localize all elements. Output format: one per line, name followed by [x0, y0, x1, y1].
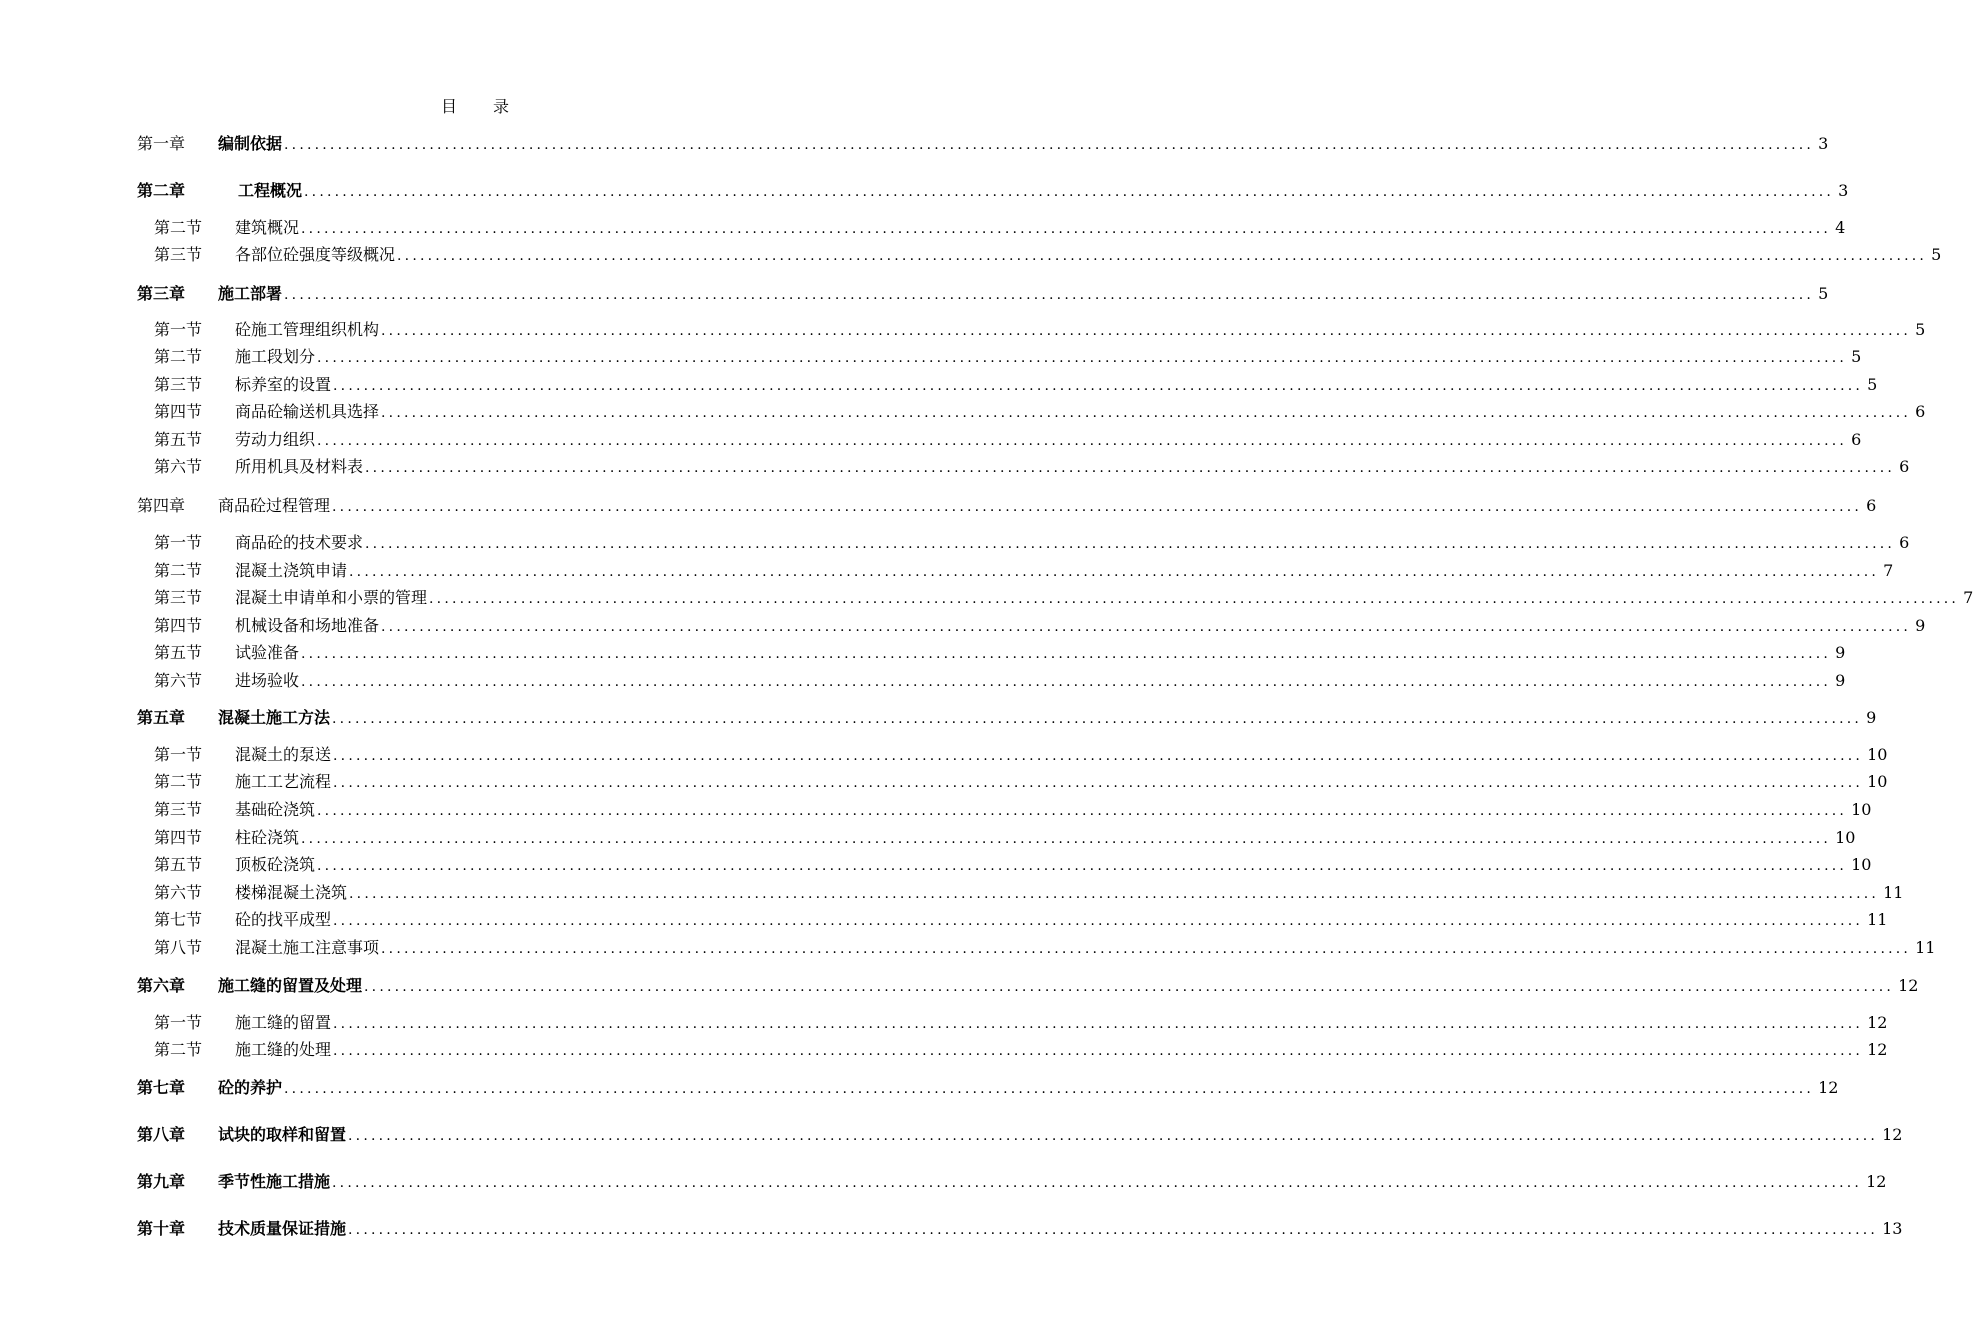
toc-entry-number: 第四章 — [137, 496, 186, 515]
toc-entry-number: 第一节 — [154, 1013, 203, 1032]
toc-entry-title: 劳动力组织 — [235, 430, 316, 449]
toc-entry-number: 第一节 — [154, 320, 203, 339]
toc-entry-number: 第三节 — [154, 375, 203, 394]
toc-dot-leader: ........................................................................................................................................................................................................ — [333, 913, 1864, 929]
toc-page-number: 9 — [1835, 643, 1846, 662]
toc-entry-title: 编制依据 — [218, 134, 283, 153]
toc-page-number: 6 — [1866, 496, 1877, 515]
toc-dot-leader: ........................................................................................................................................................................................................ — [348, 1222, 1879, 1238]
toc-entry-title: 商品砼输送机具选择 — [235, 402, 380, 421]
toc-title-char-1: 目 — [440, 97, 457, 116]
toc-dot-leader: ........................................................................................................................................................................................................ — [365, 536, 1896, 552]
toc-entry-number: 第三节 — [154, 245, 203, 264]
toc-dot-leader: ........................................................................................................................................................................................................ — [429, 591, 1960, 607]
toc-page-number: 7 — [1883, 561, 1894, 580]
toc-page-number: 12 — [1882, 1125, 1903, 1144]
toc-section-entry[interactable] — [154, 216, 1846, 240]
toc-entry-title: 混凝土浇筑申请 — [235, 561, 348, 580]
toc-section-entry[interactable] — [154, 373, 1878, 397]
toc-chapter-entry[interactable] — [137, 1076, 1839, 1100]
toc-entry-title: 顶板砼浇筑 — [235, 855, 316, 874]
toc-entry-title: 砼的找平成型 — [235, 910, 332, 929]
toc-dot-leader: ........................................................................................................................................................................................................ — [332, 1175, 1863, 1191]
toc-dot-leader: ........................................................................................................................................................................................................ — [284, 1081, 1815, 1097]
toc-section-entry[interactable] — [154, 936, 1936, 960]
toc-page-number: 11 — [1867, 910, 1888, 929]
toc-page-number: 13 — [1882, 1219, 1903, 1238]
toc-dot-leader: ........................................................................................................................................................................................................ — [381, 323, 1912, 339]
toc-dot-leader: ........................................................................................................................................................................................................ — [349, 564, 1880, 580]
toc-page-number: 9 — [1866, 708, 1877, 727]
toc-dot-leader: ........................................................................................................................................................................................................ — [333, 1016, 1864, 1032]
toc-dot-leader: ........................................................................................................................................................................................................ — [332, 711, 1863, 727]
toc-entry-title: 施工工艺流程 — [235, 772, 332, 791]
toc-page-number: 12 — [1818, 1078, 1839, 1097]
toc-entry-title: 楼梯混凝土浇筑 — [235, 883, 348, 902]
toc-entry-number: 第五节 — [154, 643, 203, 662]
toc-entry-number: 第七节 — [154, 910, 203, 929]
toc-page-number: 12 — [1867, 1013, 1888, 1032]
toc-entry-number: 第八节 — [154, 938, 203, 957]
toc-entry-number: 第二节 — [154, 347, 203, 366]
toc-entry-title: 施工缝的留置及处理 — [218, 976, 363, 995]
toc-section-entry[interactable] — [154, 881, 1904, 905]
toc-entry-number: 第二章 — [137, 181, 186, 200]
toc-page-number: 4 — [1835, 218, 1846, 237]
toc-dot-leader: ........................................................................................................................................................................................................ — [381, 619, 1912, 635]
toc-entry-title: 技术质量保证措施 — [218, 1219, 347, 1238]
toc-section-entry[interactable] — [154, 1011, 1888, 1035]
toc-entry-title: 砼的养护 — [218, 1078, 283, 1097]
toc-chapter-entry[interactable] — [137, 494, 1877, 518]
toc-chapter-entry[interactable] — [137, 179, 1849, 203]
toc-dot-leader: ........................................................................................................................................................................................................ — [365, 460, 1896, 476]
toc-dot-leader: ........................................................................................................................................................................................................ — [348, 1128, 1879, 1144]
toc-dot-leader: ........................................................................................................................................................................................................ — [317, 803, 1848, 819]
toc-chapter-entry[interactable] — [137, 132, 1829, 156]
toc-entry-title: 施工缝的处理 — [235, 1040, 332, 1059]
toc-entry-title: 各部位砼强度等级概况 — [235, 245, 396, 264]
toc-page-number: 11 — [1883, 883, 1904, 902]
toc-entry-title: 基础砼浇筑 — [235, 800, 316, 819]
toc-dot-leader: ........................................................................................................................................................................................................ — [364, 979, 1895, 995]
toc-page-number: 5 — [1818, 284, 1829, 303]
toc-entry-number: 第三节 — [154, 588, 203, 607]
toc-entry-title: 试验准备 — [235, 643, 300, 662]
toc-chapter-entry[interactable] — [137, 974, 1919, 998]
toc-section-entry[interactable] — [154, 853, 1872, 877]
toc-dot-leader: ........................................................................................................................................................................................................ — [333, 748, 1864, 764]
toc-page-number: 9 — [1915, 616, 1926, 635]
toc-page-number: 7 — [1963, 588, 1973, 607]
toc-entry-number: 第四节 — [154, 616, 203, 635]
toc-page-number: 11 — [1915, 938, 1936, 957]
toc-section-entry[interactable] — [154, 641, 1846, 665]
toc-dot-leader: ........................................................................................................................................................................................................ — [301, 646, 1832, 662]
toc-entry-number: 第五章 — [137, 708, 186, 727]
toc-chapter-entry[interactable] — [137, 1217, 1903, 1241]
toc-section-entry[interactable] — [154, 908, 1888, 932]
toc-page-number: 5 — [1851, 347, 1862, 366]
toc-page-number: 12 — [1866, 1172, 1887, 1191]
toc-section-entry[interactable] — [154, 770, 1888, 794]
toc-page-number: 10 — [1867, 772, 1888, 791]
toc-entry-title: 建筑概况 — [235, 218, 300, 237]
toc-entry-title: 工程概况 — [238, 181, 303, 200]
toc-section-entry[interactable] — [154, 559, 1894, 583]
toc-section-entry[interactable] — [154, 669, 1846, 693]
toc-dot-leader: ........................................................................................................................................................................................................ — [333, 378, 1864, 394]
toc-section-entry[interactable] — [154, 345, 1862, 369]
toc-dot-leader: ........................................................................................................................................................................................................ — [301, 831, 1832, 847]
toc-dot-leader: ........................................................................................................................................................................................................ — [349, 886, 1880, 902]
toc-page-number: 10 — [1851, 800, 1872, 819]
toc-page-number: 5 — [1867, 375, 1878, 394]
toc-page-number: 3 — [1818, 134, 1829, 153]
toc-entry-number: 第一节 — [154, 745, 203, 764]
toc-entry-title: 柱砼浇筑 — [235, 828, 300, 847]
toc-page-number: 10 — [1835, 828, 1856, 847]
toc-chapter-entry[interactable] — [137, 282, 1829, 306]
toc-entry-title: 施工缝的留置 — [235, 1013, 332, 1032]
toc-entry-number: 第五节 — [154, 430, 203, 449]
toc-page-number: 6 — [1915, 402, 1926, 421]
toc-entry-title: 商品砼的技术要求 — [235, 533, 364, 552]
toc-entry-title: 混凝土施工方法 — [218, 708, 331, 727]
toc-section-entry[interactable] — [154, 243, 1942, 267]
toc-dot-leader: ........................................................................................................................................................................................................ — [332, 499, 1863, 515]
toc-section-entry[interactable] — [154, 586, 1973, 610]
toc-title-char-2: 录 — [493, 97, 510, 116]
toc-page-number: 12 — [1867, 1040, 1888, 1059]
toc-section-entry[interactable] — [154, 531, 1910, 555]
toc-section-entry[interactable] — [154, 1038, 1888, 1062]
toc-entry-title: 标养室的设置 — [235, 375, 332, 394]
toc-entry-number: 第四节 — [154, 828, 203, 847]
toc-dot-leader: ........................................................................................................................................................................................................ — [301, 674, 1832, 690]
toc-page-number: 6 — [1899, 533, 1910, 552]
toc-dot-leader: ........................................................................................................................................................................................................ — [317, 433, 1848, 449]
toc-entry-number: 第三节 — [154, 800, 203, 819]
toc-section-entry[interactable] — [154, 318, 1926, 342]
toc-entry-title: 施工部署 — [218, 284, 283, 303]
toc-dot-leader: ........................................................................................................................................................................................................ — [381, 405, 1912, 421]
toc-entry-title: 试块的取样和留置 — [218, 1125, 347, 1144]
toc-dot-leader: ........................................................................................................................................................................................................ — [381, 941, 1912, 957]
toc-dot-leader: ........................................................................................................................................................................................................ — [333, 775, 1864, 791]
toc-dot-leader: ........................................................................................................................................................................................................ — [397, 248, 1928, 264]
toc-entry-number: 第三章 — [137, 284, 186, 303]
toc-page-number: 3 — [1838, 181, 1849, 200]
toc-entry-number: 第六章 — [137, 976, 186, 995]
toc-entry-number: 第四节 — [154, 402, 203, 421]
toc-chapter-entry[interactable] — [137, 706, 1877, 730]
toc-page-number: 10 — [1851, 855, 1872, 874]
toc-dot-leader: ........................................................................................................................................................................................................ — [304, 184, 1835, 200]
toc-dot-leader: ........................................................................................................................................................................................................ — [317, 350, 1848, 366]
toc-dot-leader: ........................................................................................................................................................................................................ — [284, 137, 1815, 153]
toc-entry-title: 混凝土施工注意事项 — [235, 938, 380, 957]
toc-entry-title: 施工段划分 — [235, 347, 316, 366]
toc-entry-title: 所用机具及材料表 — [235, 457, 364, 476]
toc-section-entry[interactable] — [154, 455, 1910, 479]
toc-entry-number: 第八章 — [137, 1125, 186, 1144]
toc-entry-title: 进场验收 — [235, 671, 300, 690]
toc-entry-number: 第二节 — [154, 772, 203, 791]
toc-entry-number: 第六节 — [154, 883, 203, 902]
toc-section-entry[interactable] — [154, 614, 1926, 638]
toc-entry-title: 混凝土的泵送 — [235, 745, 332, 764]
toc-entry-title: 砼施工管理组织机构 — [235, 320, 380, 339]
toc-page-number: 6 — [1851, 430, 1862, 449]
toc-entry-number: 第一章 — [137, 134, 186, 153]
toc-entry-number: 第二节 — [154, 561, 203, 580]
toc-section-entry[interactable] — [154, 428, 1862, 452]
toc-entry-number: 第五节 — [154, 855, 203, 874]
toc-page-number: 6 — [1899, 457, 1910, 476]
toc-chapter-entry[interactable] — [137, 1170, 1887, 1194]
toc-page-number: 10 — [1867, 745, 1888, 764]
toc-section-entry[interactable] — [154, 798, 1872, 822]
toc-page-number: 9 — [1835, 671, 1846, 690]
toc-section-entry[interactable] — [154, 743, 1888, 767]
toc-entry-title: 季节性施工措施 — [218, 1172, 331, 1191]
toc-page-number: 5 — [1915, 320, 1926, 339]
toc-section-entry[interactable] — [154, 826, 1856, 850]
toc-dot-leader: ........................................................................................................................................................................................................ — [317, 858, 1848, 874]
toc-entry-number: 第二节 — [154, 1040, 203, 1059]
toc-chapter-entry[interactable] — [137, 1123, 1903, 1147]
toc-entry-number: 第六节 — [154, 671, 203, 690]
toc-entry-number: 第六节 — [154, 457, 203, 476]
toc-section-entry[interactable] — [154, 400, 1926, 424]
toc-entry-number: 第一节 — [154, 533, 203, 552]
toc-entry-number: 第十章 — [137, 1219, 186, 1238]
toc-entry-title: 混凝土申请单和小票的管理 — [235, 588, 428, 607]
toc-page-number: 12 — [1898, 976, 1919, 995]
toc-entry-title: 商品砼过程管理 — [218, 496, 331, 515]
toc-page-number: 5 — [1931, 245, 1942, 264]
toc-entry-number: 第九章 — [137, 1172, 186, 1191]
toc-entry-number: 第二节 — [154, 218, 203, 237]
toc-dot-leader: ........................................................................................................................................................................................................ — [301, 221, 1832, 237]
toc-dot-leader: ........................................................................................................................................................................................................ — [284, 287, 1815, 303]
toc-entry-number: 第七章 — [137, 1078, 186, 1097]
toc-dot-leader: ........................................................................................................................................................................................................ — [333, 1043, 1864, 1059]
toc-entry-title: 机械设备和场地准备 — [235, 616, 380, 635]
